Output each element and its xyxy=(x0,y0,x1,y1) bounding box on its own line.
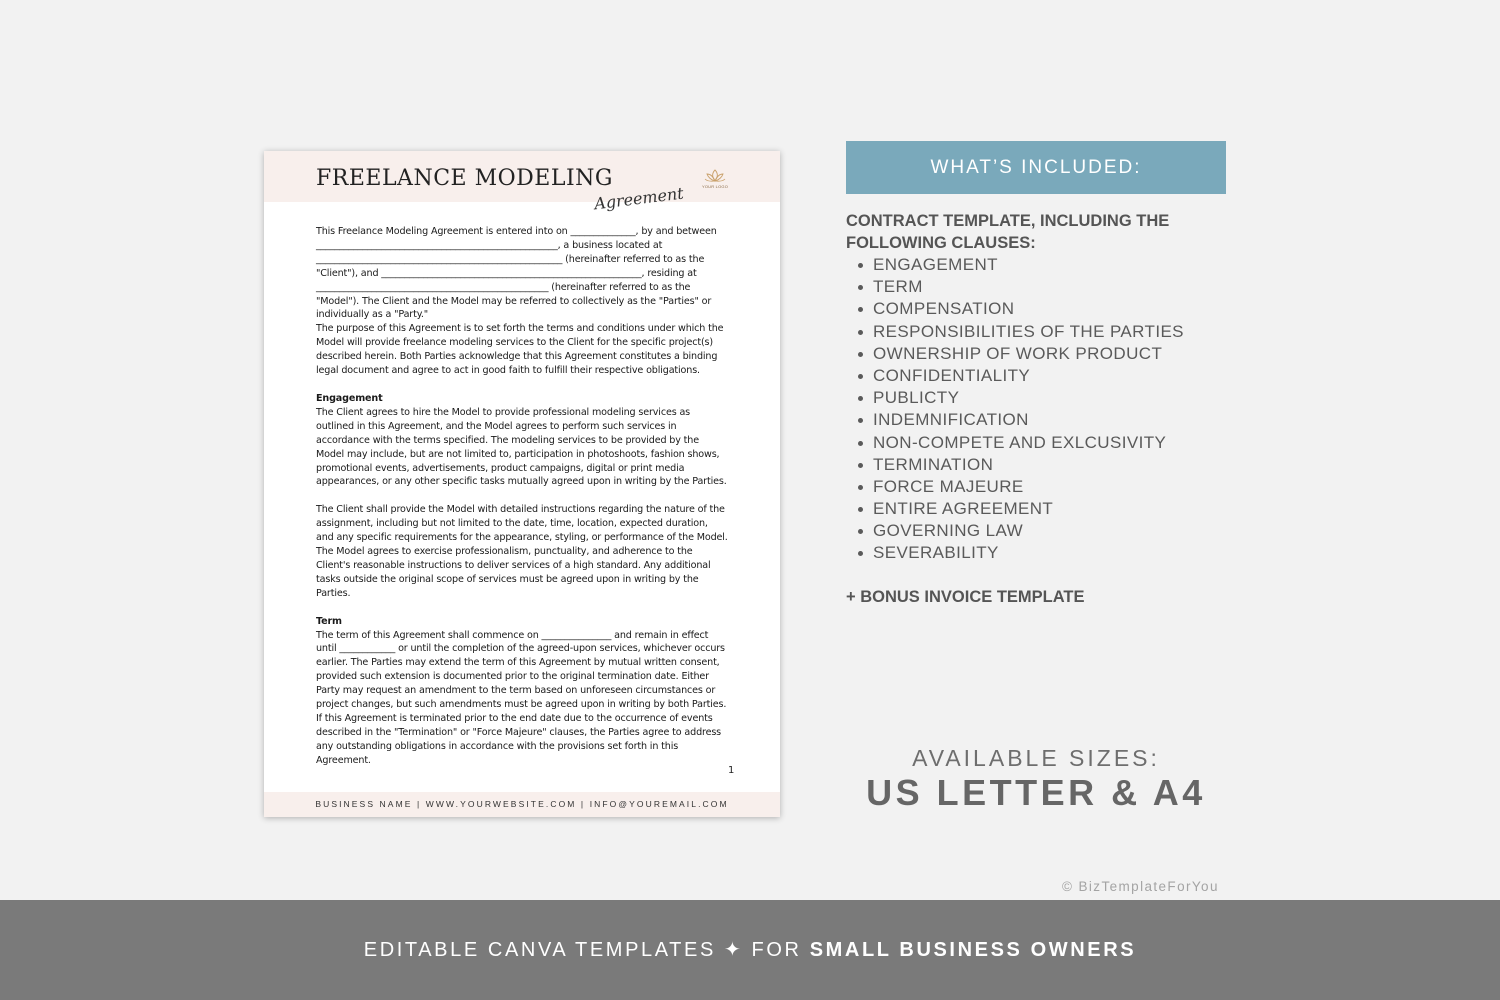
clause-label: ENGAGEMENT xyxy=(873,255,998,274)
logo xyxy=(702,169,728,189)
bullet-icon xyxy=(858,551,863,556)
clause-label: PUBLICTY xyxy=(873,388,960,408)
clause-label: CONFIDENTIALITY xyxy=(873,365,1031,385)
bullet-icon xyxy=(858,374,863,379)
document-preview xyxy=(264,151,780,817)
banner-prefix: EDITABLE CANVA TEMPLATES ✦ FOR xyxy=(363,939,810,961)
bullet-icon xyxy=(858,441,863,446)
bullet-icon xyxy=(858,485,863,490)
bottom-banner xyxy=(0,900,1500,1000)
engagement-paragraph: The Client shall provide the Model with detailed instructions regarding the nature of the assignment, including but not limited to the date, time, location, expected duration, and any specific requirements for the appearance, styling, or performance of the Model. The Model agrees to exercise professionalism, punctuality, and adherence to the Client's reasonable instructions to deliver services of a high standard. Any additional tasks outside the original scope of services must be agreed upon in writing by the Parties. xyxy=(316,504,728,599)
whats-included-banner: WHAT’S INCLUDED: xyxy=(846,141,1226,194)
clauses-list xyxy=(846,254,1184,565)
banner-emphasis: SMALL BUSINESS OWNERS xyxy=(809,939,1137,961)
clause-label: SEVERABILITY xyxy=(873,543,999,563)
list-item xyxy=(846,520,1184,542)
bullet-icon xyxy=(858,507,863,512)
list-item xyxy=(846,254,1184,276)
clause-label: ENTIRE AGREEMENT xyxy=(873,499,1054,519)
document-body xyxy=(316,225,728,768)
list-item xyxy=(846,276,1184,298)
clause-label: INDEMNIFICATION xyxy=(873,410,1029,430)
list-item xyxy=(846,476,1184,498)
bullet-icon xyxy=(858,529,863,534)
engagement-paragraph: The Client agrees to hire the Model to provide professional modeling services as outlined in this Agreement, and the Model agrees to perform such services in accordance with the terms specified. The modeling services to be provided by the Model may include, but are not limited to, participation in photoshoots, fashion shows, promotional events, advertisements, product campaigns, digital or print media appearances, or any other specific tasks mutually agreed upon in writing by the Parties. xyxy=(316,406,727,488)
bullet-icon xyxy=(858,263,863,268)
bullet-icon xyxy=(858,307,863,312)
term-paragraph: The term of this Agreement shall commence on _______________ and remain in effect until ____________ or until the completion of the agreed-upon services, whichever occurs earlier. The Parties may extend the term of this Agreement by mutual written consent, provided such extension is documented prior to the original termination date. Either Party may request an amendment to the term based on unforeseen circumstances or project changes, but such amendments must be agreed upon in writing by both Parties. If this Agreement is terminated prior to the end date due to the occurrence of events described in the "Termination" or "Force Majeure" clauses, the Parties agree to address any outstanding obligations in accordance with the provisions set forth in this Agreement. xyxy=(316,629,727,766)
list-item xyxy=(846,321,1184,343)
list-item xyxy=(846,432,1184,454)
available-sizes-label: AVAILABLE SIZES: xyxy=(912,745,1160,771)
bullet-icon xyxy=(858,418,863,423)
clauses-heading: CONTRACT TEMPLATE, INCLUDING THE FOLLOWING CLAUSES: xyxy=(846,212,1170,252)
bullet-icon xyxy=(858,396,863,401)
document-footer: BUSINESS NAME | WWW.YOURWEBSITE.COM | INFO@YOUREMAIL.COM xyxy=(264,792,780,817)
bullet-icon xyxy=(858,352,863,357)
list-item xyxy=(846,387,1184,409)
list-item xyxy=(846,454,1184,476)
list-item xyxy=(846,542,1184,564)
list-item xyxy=(846,498,1184,520)
document-header xyxy=(264,151,780,214)
clause-label: OWNERSHIP OF WORK PRODUCT xyxy=(873,343,1163,363)
list-item xyxy=(846,343,1184,365)
bullet-icon xyxy=(858,330,863,335)
clause-label: TERM xyxy=(873,277,923,297)
copyright-text: © BizTemplateForYou xyxy=(1062,879,1219,894)
bullet-icon xyxy=(858,463,863,468)
engagement-heading: Engagement xyxy=(316,392,383,404)
list-item xyxy=(846,298,1184,320)
term-heading: Term xyxy=(316,615,342,627)
bullet-icon xyxy=(858,285,863,290)
lotus-icon xyxy=(704,169,726,183)
clause-label: COMPENSATION xyxy=(873,299,1015,319)
bonus-label: + BONUS INVOICE TEMPLATE xyxy=(846,588,1085,606)
clause-label: TERMINATION xyxy=(873,454,994,474)
clause-label: GOVERNING LAW xyxy=(873,521,1024,541)
page-number: 1 xyxy=(728,765,735,776)
available-sizes-value: US LETTER & A4 xyxy=(866,772,1206,813)
list-item xyxy=(846,365,1184,387)
intro-paragraph: The purpose of this Agreement is to set forth the terms and conditions under which the Model will provide freelance modeling services to the Client for the specific project(s) described herein. Both Parties acknowledge that this Agreement constitutes a binding legal document and agree to act in good faith to fulfill their respective obligations. xyxy=(316,323,724,377)
clause-label: RESPONSIBILITIES OF THE PARTIES xyxy=(873,321,1184,341)
intro-paragraph: This Freelance Modeling Agreement is entered into on ______________, by and between ____________________________________________________, a business located at _____________________________________________________ (hereinafter referred to as the "Client"), and ________________________________________________________, residing at __________________________________________________ (hereinafter referred to as the "Model"). The Client and the Model may be referred to collectively as the "Parties" or individually as a "Party." xyxy=(316,226,717,321)
logo-text: YOUR LOGO xyxy=(702,184,729,189)
clause-label: NON-COMPETE AND EXLCUSIVITY xyxy=(873,432,1167,452)
document-subtitle: Agreement xyxy=(593,183,685,214)
list-item xyxy=(846,409,1184,431)
document-title: FREELANCE MODELING xyxy=(316,166,613,191)
clause-label: FORCE MAJEURE xyxy=(873,476,1024,496)
